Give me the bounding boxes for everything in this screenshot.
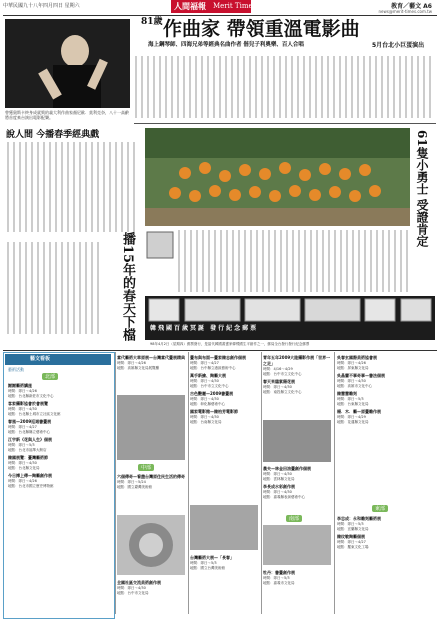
listing-date: 時間：即日～4/30 [8,407,37,411]
group-photo [145,128,410,226]
listing-venue: 地點：台北縣文化局 [8,465,40,470]
listing-item [263,379,331,394]
listing-item [337,355,435,370]
listing-date: 時間：即日～5/3 [190,561,217,565]
banner-note: 98年4月2日（星期四）郵票發行，是當代韓國書畫家韓飛國生平創作之一，郵局全台發行發行紀念郵票 [150,342,310,346]
listing-venue: 地點：台北縣縣立藝術中心 [8,429,50,434]
listings-col2b [117,474,185,489]
listing-venue: 地點：台中市文化局 [117,590,149,595]
listing-date: 時間：即日～4/30 [117,586,146,590]
conductor-photo [5,19,130,108]
top-subhead-2: 5月台北小巨蛋演出 [372,42,425,49]
listing-venue: 地點：國立臺灣美術館 [117,484,152,489]
listing-item [190,391,258,406]
listing-title: 客家攝影協會於會展覽 [8,401,48,406]
artwork-photo-3 [190,505,258,550]
listing-item [190,409,258,424]
listing-title: 陳國展覽：臺灣藝術節 [8,455,48,460]
issue-date: 中華民國九十八年四月四日 星期六 [3,3,80,9]
listing-venue: 地點：台北市國立歷史博物館 [8,483,54,488]
listings-header [5,354,111,365]
column-divider [261,352,262,614]
listing-date: 時間：即日～4/30 [8,461,37,465]
listing-venue: 地點：屏東縣文化局 [337,365,369,370]
listing-title: 陳慧慧雕刻 [337,391,357,396]
headline-age: 81歲 [141,17,163,27]
listing-venue: 地點：台東縣文化局 [337,401,369,406]
region-south: 南部 [286,515,302,522]
listing-venue: 地點：高雄市文化中心 [337,383,372,388]
listing-date: 時間：即日～4/30 [263,385,292,389]
listing-venue: 地點：台北縣新莊市文化中心 [8,393,54,398]
listing-title: 李忠成：永和雕刻藝術展 [337,516,381,521]
medallion-art [117,515,185,575]
listing-title: 今日搏上傳—陶藝創作展 [8,473,52,478]
listing-venue: 地點：台北縣土城市立社區文化館 [8,411,61,416]
section-page: 教育／藝文 A6 [391,3,432,10]
listing-date: 時間：即日～5/3 [337,522,364,526]
listing-title: 李長成水彩創作展 [263,484,295,489]
listing-date: 時間：即日～5/3 [263,576,290,580]
conductor-photo-caption: 曾獲奧斯卡終身成就獎的義大利作曲家顏尼歐．莫利克奈，八十一高齡將首度來台演出電影配樂。 [5,110,129,120]
listing-venue: 地點：彰化縣藝術中心 [190,401,225,406]
region-east: 東部 [372,505,388,512]
second-story-title: 說人間 今播春季經典戲 [6,130,100,140]
listing-venue: 地點：台中市立文化中心 [190,383,229,388]
listing-item [337,391,435,406]
listing-item [337,516,435,531]
listings-col5 [337,355,435,424]
second-story-headline: 播15年的春天下檔 [120,232,135,342]
listing-item [8,437,108,452]
top-story-body [134,52,434,122]
listing-title: 古色艷麗—2009書畫展 [190,391,234,396]
listings-subtitle: 藝術活動 [8,367,24,372]
listing-date: 時間：即日～4/27 [337,540,366,544]
listing-item [8,473,108,488]
listing-venue: 地點：台中縣立港區藝術中心 [190,365,236,370]
listing-date: 時間：即日～4/26 [337,361,366,365]
listing-item [190,373,258,388]
listing-title: 全國社區交流美術創作展 [117,580,161,585]
listings-col3 [190,355,258,424]
listing-date: 時間：即日～5/24 [117,480,146,484]
listing-venue: 地點：嘉義市文化局 [263,580,295,585]
listing-venue: 地點：台中市立文化中心 [263,371,302,376]
listing-item [8,419,108,434]
listing-date: 時間：即日～4/26 [8,479,37,483]
stamp-banner [145,296,435,340]
third-story-headline: 61隻小勇士 受證肯定 [415,130,429,247]
listing-title: 江宇新《花與人生》個展 [8,437,52,442]
top-subhead: 海上鋼琴師、四海兄弟等經典名曲作者 偕兒子利奧樂、百人合唱 [148,42,304,48]
listing-item [190,355,258,370]
group-photo-art [145,128,410,226]
section-rule-1 [134,123,436,124]
listing-venue: 地點：台北市福華大飯店 [8,447,47,452]
section-rule-2 [3,350,437,351]
listing-date: 時間：即日～4/30 [190,379,219,383]
listing-date: 時間：4/16～4/29 [263,367,293,371]
listing-title: 六個傳奇—看盡台灣原住民生活的傳奇 [117,474,185,479]
listing-item [8,401,108,416]
listing-title: 台灣藝術大展—「長春」 [190,555,234,560]
listing-venue: 地點：雲林縣文化局 [263,476,295,481]
listing-title: 吳春玄國際美術協會展 [337,355,377,360]
listing-date: 時間：即日～4/30 [337,379,366,383]
listing-venue: 地點：花蓮縣文化局 [337,419,369,424]
listing-title: 青年五年2009大陸攝影作展「世界一之足」 [263,355,331,366]
column-divider [188,352,189,614]
listing-item [263,355,331,376]
stamp-images [145,296,435,340]
masthead-english: Merit Times [213,2,257,10]
listing-date: 時間：即日～4/26 [117,361,146,365]
email-url: news@merit-times.com.tw [378,9,432,14]
north-listings [8,383,108,488]
artwork-photo-1 [117,395,185,460]
column-divider [115,352,116,614]
third-story-body [145,228,410,294]
listings-col4b [263,466,331,499]
listing-date: 時間：即日～4/27 [8,425,37,429]
listings-col3b [190,555,258,570]
third-story-text-lines [145,228,410,294]
listing-item [337,534,435,549]
listing-title: 楊．木．藝—原畫雕作展 [337,409,381,414]
column-divider [334,352,335,614]
masthead-logo: 人間福報 [171,0,251,13]
listing-title: 吳晶蘭不事奇事—書法個展 [337,373,385,378]
listing-venue: 地點：台南縣文化局 [190,419,222,424]
banner-title: 韓飛國百歲冥誕 發行紀念郵票 [150,325,259,332]
listing-date: 時間：即日～4/30 [263,490,292,494]
listing-title: 謝謝藝術講座 [8,383,32,388]
listing-date: 時間：即日～5/3 [337,397,364,401]
listing-date: 時間：即日～4/26 [8,389,37,393]
listing-venue: 地點：國立台灣美術館 [190,565,225,570]
artwork-photo-2 [117,515,185,575]
artwork-photo-4 [263,420,331,462]
top-story-text-lines [134,52,434,122]
listings-col2c [117,580,185,595]
artwork-photo-5 [263,525,331,565]
listing-title: 當代藝術大草原展—台灣當代畫展精典 [117,355,185,360]
listing-title: 牡丹：書畫創作展 [263,570,295,575]
listing-item [8,383,108,398]
listings-col5b [337,516,435,549]
listings-col4c [263,570,331,585]
listing-venue: 地點：宜蘭縣文化局 [337,526,369,531]
listing-venue: 地點：高雄縣文化局展覽廳 [117,365,159,370]
listings-col2 [117,355,185,370]
listing-venue: 地點：南投縣立文化中心 [263,389,302,394]
listing-date: 時間：即日～4/30 [190,415,219,419]
listing-title: 畫布與布面—畫家陳志創作個展 [190,355,246,360]
listing-date: 時間：即日～4/30 [190,397,219,401]
listing-date: 時間：即日～4/29 [337,415,366,419]
listing-title: 農夫—林金田油畫創作個展 [263,466,311,471]
listing-venue: 地點：羅東文化工場 [337,544,369,549]
listing-item [263,466,331,481]
listing-date: 時間：即日～4/27 [190,361,219,365]
listing-title: 萬手新繪、陶藝大展 [190,373,226,378]
listing-title: 春風—2009巡迴書畫展 [8,419,52,424]
listing-item [8,455,108,470]
region-central: 中部 [138,464,154,471]
conductor-photo-art [5,19,130,108]
listing-item [263,484,331,499]
listings-col4 [263,355,331,394]
listing-item [337,409,435,424]
listing-date: 時間：即日～4/30 [263,472,292,476]
listing-date: 時間：即日～5/3 [8,443,35,447]
listing-title: 陳玟敏陶藝個展 [337,534,365,539]
listings-title: 藝文看板 [30,356,51,362]
region-north: 北部 [42,373,58,380]
listing-venue: 地點：嘉義縣表演藝術中心 [263,494,305,499]
listing-title: 春天來臨紫陽花展 [263,379,295,384]
listing-item [337,373,435,388]
listing-title: 國家電影館—陳柏芳電影節 [190,409,238,414]
top-headline: 作曲家 帶領重溫電影曲 [163,18,360,40]
